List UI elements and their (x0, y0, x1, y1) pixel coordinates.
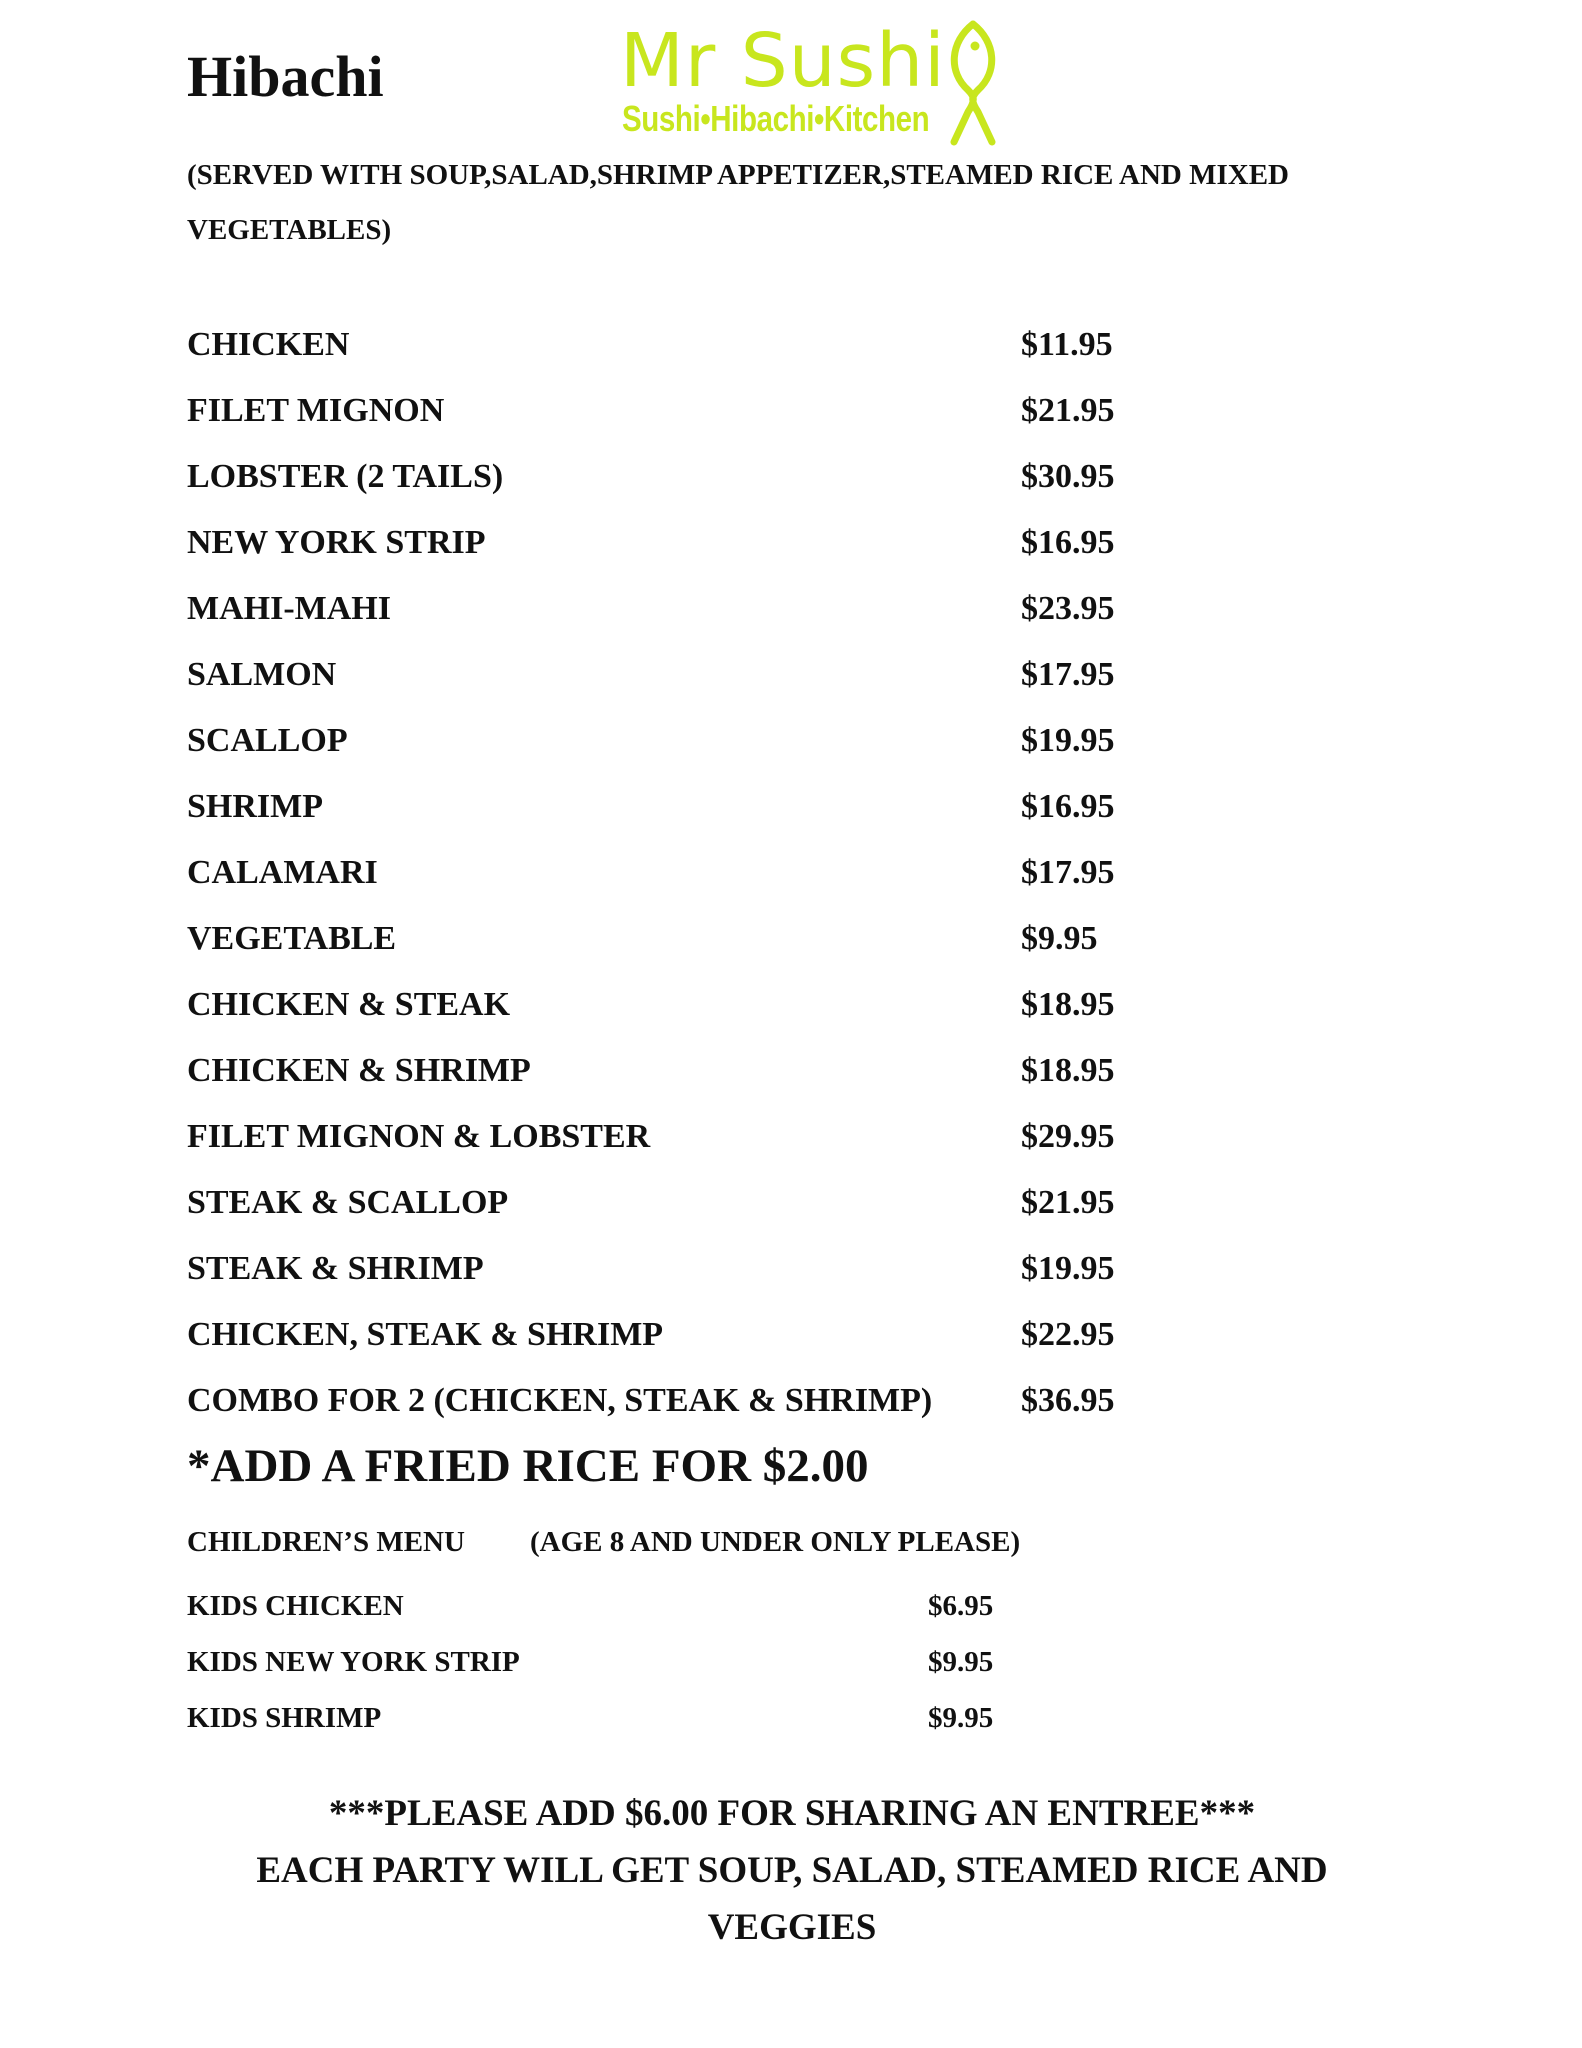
menu-item-price: $21.95 (1021, 392, 1115, 429)
hibachi-menu-list (187, 312, 1187, 1434)
sharing-policy-footer (187, 1785, 1397, 1956)
menu-item (187, 510, 1187, 576)
menu-item-price: $36.95 (1021, 1382, 1115, 1419)
menu-item (187, 1302, 1187, 1368)
childrens-menu-list (187, 1578, 1087, 1746)
menu-item (187, 444, 1187, 510)
menu-item-price: $29.95 (1021, 1118, 1115, 1155)
menu-item-name: CHICKEN, STEAK & SHRIMP (187, 1316, 664, 1353)
menu-item-name: LOBSTER (2 TAILS) (187, 458, 504, 495)
menu-item-name: SCALLOP (187, 722, 348, 759)
mr-sushi-logo (620, 16, 1000, 141)
menu-item-name: VEGETABLE (187, 920, 397, 957)
menu-item (187, 840, 1187, 906)
menu-item-name: SHRIMP (187, 788, 323, 825)
kids-item-name: KIDS CHICKEN (187, 1590, 404, 1622)
fried-rice-addon-note: *ADD A FRIED RICE FOR $2.00 (187, 1440, 869, 1492)
childrens-menu-age-restriction: (AGE 8 AND UNDER ONLY PLEASE) (530, 1526, 1021, 1558)
menu-item-price: $19.95 (1021, 722, 1115, 759)
menu-item-name: STEAK & SCALLOP (187, 1184, 509, 1221)
logo-tagline: Sushi•Hibachi•Kitchen (622, 98, 930, 139)
fish-icon (938, 20, 1008, 148)
kids-item-price: $9.95 (928, 1702, 994, 1734)
menu-item-name: FILET MIGNON (187, 392, 445, 429)
menu-item-name: CHICKEN (187, 326, 350, 363)
served-with-note: (SERVED WITH SOUP,SALAD,SHRIMP APPETIZER,STEAMED RICE AND MIXED VEGETABLES) (187, 159, 1289, 246)
menu-item (187, 1038, 1187, 1104)
menu-item-price: $9.95 (1021, 920, 1098, 957)
menu-item-price: $21.95 (1021, 1184, 1115, 1221)
kids-item-price: $9.95 (928, 1646, 994, 1678)
page-title: Hibachi (187, 44, 384, 109)
menu-item-price: $17.95 (1021, 854, 1115, 891)
menu-item-name: CHICKEN & SHRIMP (187, 1052, 531, 1089)
menu-item (187, 1236, 1187, 1302)
menu-item-name: NEW YORK STRIP (187, 524, 486, 561)
menu-item-name: CALAMARI (187, 854, 378, 891)
menu-item-price: $17.95 (1021, 656, 1115, 693)
menu-item-name: STEAK & SHRIMP (187, 1250, 484, 1287)
menu-item-price: $18.95 (1021, 986, 1115, 1023)
menu-item (187, 576, 1187, 642)
kids-item-name: KIDS SHRIMP (187, 1702, 382, 1734)
kids-menu-item (187, 1634, 1087, 1690)
menu-item (187, 906, 1187, 972)
menu-item (187, 972, 1187, 1038)
kids-menu-item (187, 1578, 1087, 1634)
menu-item (187, 774, 1187, 840)
menu-item-name: CHICKEN & STEAK (187, 986, 511, 1023)
logo-script-text: Mr Sushi (620, 18, 946, 104)
menu-item-price: $22.95 (1021, 1316, 1115, 1353)
menu-item-name: COMBO FOR 2 (CHICKEN, STEAK & SHRIMP) (187, 1382, 933, 1419)
menu-item-price: $16.95 (1021, 788, 1115, 825)
menu-item-price: $30.95 (1021, 458, 1115, 495)
menu-item-price: $19.95 (1021, 1250, 1115, 1287)
menu-item (187, 642, 1187, 708)
sharing-includes-note: EACH PARTY WILL GET SOUP, SALAD, STEAMED RICE AND VEGGIES (256, 1850, 1328, 1948)
menu-item-price: $11.95 (1021, 326, 1113, 363)
menu-item-name: SALMON (187, 656, 337, 693)
menu-item (187, 1170, 1187, 1236)
kids-item-price: $6.95 (928, 1590, 994, 1622)
menu-item (187, 312, 1187, 378)
menu-item (187, 1104, 1187, 1170)
menu-item (187, 1368, 1187, 1434)
menu-item (187, 378, 1187, 444)
menu-item-price: $18.95 (1021, 1052, 1115, 1089)
menu-item (187, 708, 1187, 774)
menu-item-name: FILET MIGNON & LOBSTER (187, 1118, 651, 1155)
menu-item-name: MAHI-MAHI (187, 590, 391, 627)
childrens-menu-title: CHILDREN’S MENU (187, 1526, 465, 1558)
menu-item-price: $23.95 (1021, 590, 1115, 627)
sharing-fee-note: ***PLEASE ADD $6.00 FOR SHARING AN ENTREE*** (328, 1793, 1256, 1834)
childrens-menu-header (187, 1522, 1021, 1562)
kids-item-name: KIDS NEW YORK STRIP (187, 1646, 520, 1678)
menu-item-price: $16.95 (1021, 524, 1115, 561)
kids-menu-item (187, 1690, 1087, 1746)
